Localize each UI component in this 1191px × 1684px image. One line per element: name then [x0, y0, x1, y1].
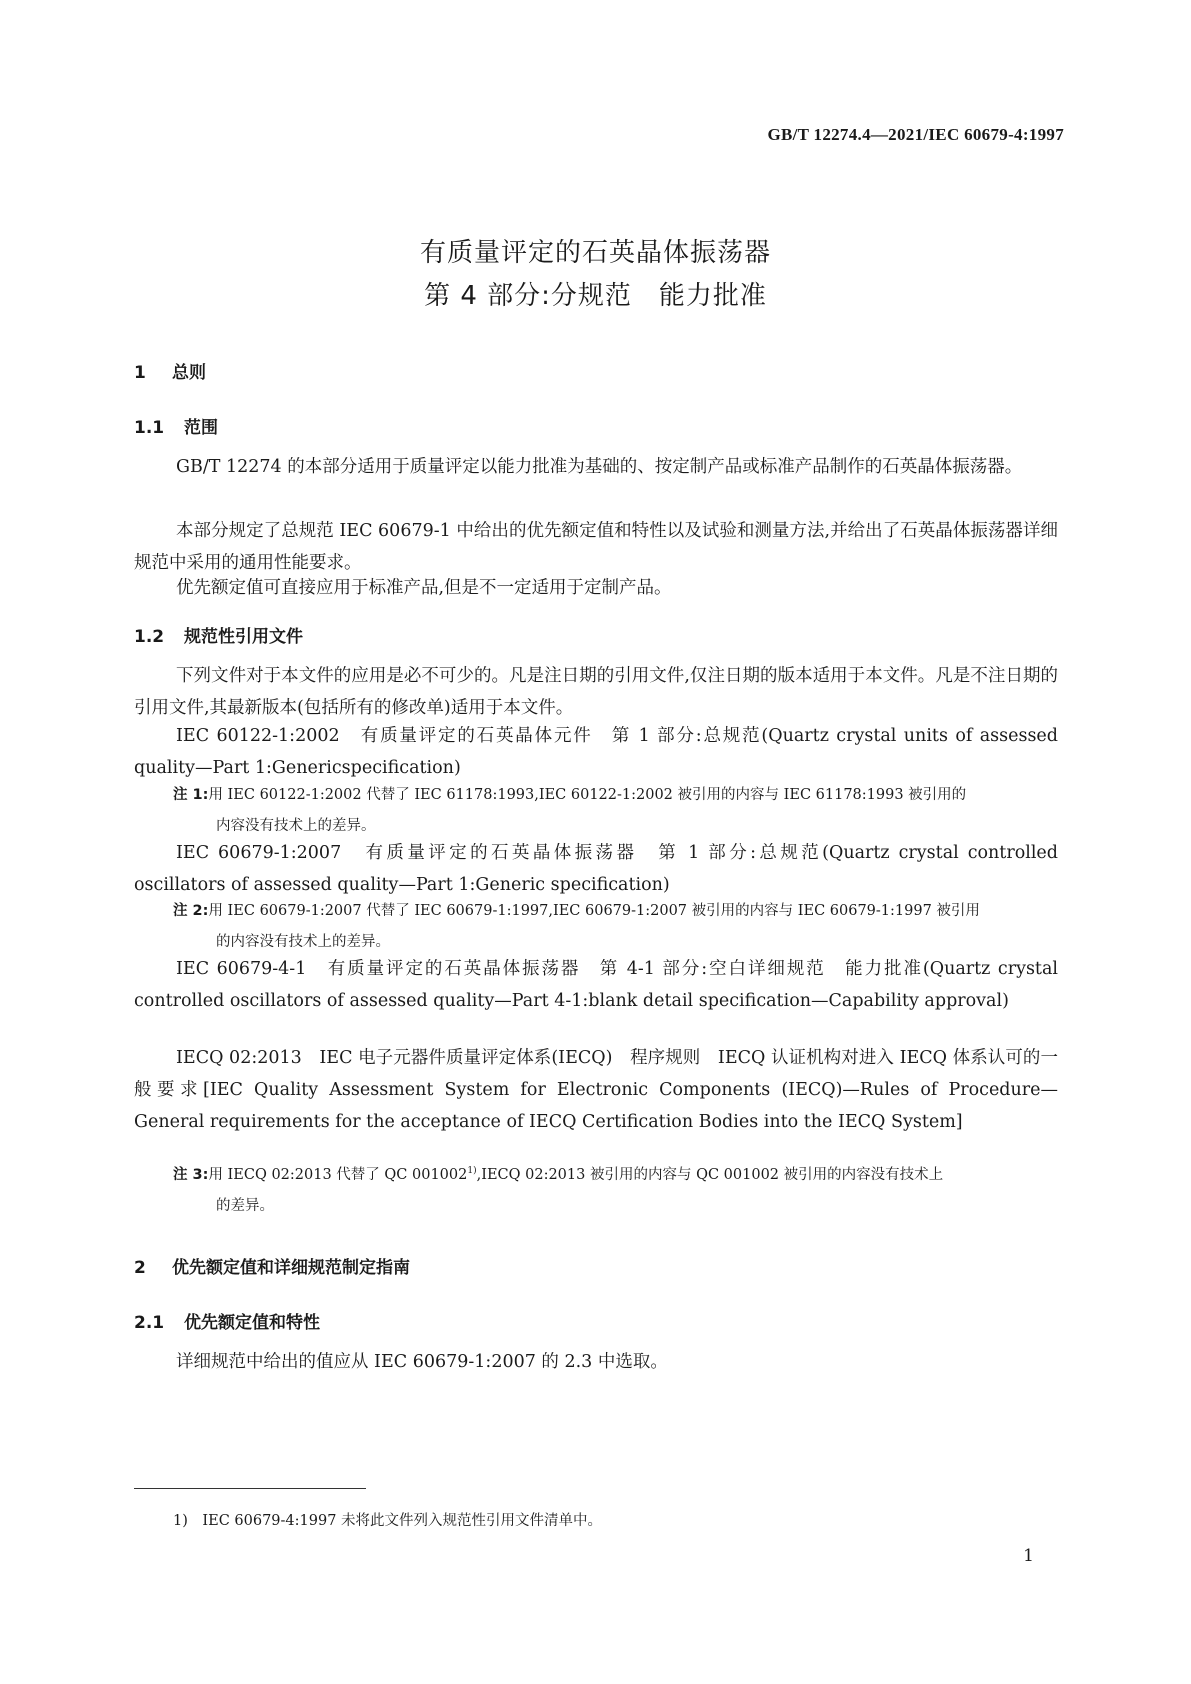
note-text: 用 IECQ 02:2013 代替了 QC 001002 — [208, 1167, 468, 1183]
preferred-paragraph: 详细规范中给出的值应从 IEC 60679-1:2007 的 2.3 中选取。 — [176, 1352, 668, 1372]
section-number: 1 — [134, 363, 146, 383]
section-heading-2-1 — [134, 1308, 320, 1333]
note-text-continued: 的差异。 — [216, 1198, 274, 1214]
reference-iecq-02: IECQ 02:2013 IEC 电子元器件质量评定体系(IECQ) 程序规则 IECQ 认证机构对进入 IECQ 体系认可的一般要求[IEC Quality Assessment System for Electronic Components (IECQ)—Rules of Procedure—General requirements for the acceptance of IECQ Certification Bodies into the IECQ System] — [134, 1048, 1058, 1132]
note-1 — [173, 780, 1058, 842]
note-text: 用 IEC 60679-1:2007 代替了 IEC 60679-1:1997,IEC 60679-1:2007 被引用的内容与 IEC 60679-1:1997 被引用 — [208, 903, 980, 919]
section-number: 2.1 — [134, 1313, 165, 1333]
section-number: 2 — [134, 1258, 146, 1278]
reference-iec-60122-1: IEC 60122-1:2002 有质量评定的石英晶体元件 第 1 部分:总规范(Quartz crystal units of assessed quality—Part 1:Genericspecification) — [134, 726, 1058, 778]
page-number: 1 — [1023, 1546, 1034, 1566]
note-label: 注 1: — [173, 787, 209, 803]
section-heading-1 — [134, 358, 206, 383]
document-title-line2: 第 4 部分:分规范 能力批准 — [424, 281, 767, 311]
scope-paragraph-3: 优先额定值可直接应用于标准产品,但是不一定适用于定制产品。 — [176, 578, 672, 598]
note-label: 注 3: — [173, 1167, 209, 1183]
note-text: 用 IEC 60122-1:2002 代替了 IEC 61178:1993,IEC 60122-1:2002 被引用的内容与 IEC 61178:1993 被引用的 — [208, 787, 967, 803]
references-intro: 下列文件对于本文件的应用是必不可少的。凡是注日期的引用文件,仅注日期的版本适用于本文件。凡是不注日期的引用文件,其最新版本(包括所有的修改单)适用于本文件。 — [134, 666, 1058, 718]
section-number: 1.1 — [134, 418, 165, 438]
footnote-divider — [134, 1488, 366, 1489]
section-heading-1-1 — [134, 413, 218, 438]
footnote: 1) IEC 60679-4:1997 未将此文件列入规范性引用文件清单中。 — [173, 1513, 603, 1529]
document-title-line1: 有质量评定的石英晶体振荡器 — [419, 238, 771, 268]
note-label: 注 2: — [173, 903, 209, 919]
section-number: 1.2 — [134, 627, 165, 647]
scope-paragraph-1: GB/T 12274 的本部分适用于质量评定以能力批准为基础的、按定制产品或标准产品制作的石英晶体振荡器。 — [176, 457, 1023, 477]
section-title: 优先额定值和特性 — [184, 1313, 320, 1333]
section-title: 优先额定值和详细规范制定指南 — [172, 1258, 410, 1278]
note-text-continued: 内容没有技术上的差异。 — [216, 818, 376, 834]
section-title: 规范性引用文件 — [184, 627, 303, 647]
note-text: ,IECQ 02:2013 被引用的内容与 QC 001002 被引用的内容没有技术上 — [476, 1167, 944, 1183]
standard-code: GB/T 12274.4—2021/IEC 60679-4:1997 — [767, 125, 1064, 144]
note-text-continued: 的内容没有技术上的差异。 — [216, 934, 390, 950]
section-heading-1-2 — [134, 622, 303, 647]
section-title: 范围 — [184, 418, 218, 438]
reference-iec-60679-4-1: IEC 60679-4-1 有质量评定的石英晶体振荡器 第 4-1 部分:空白详细规范 能力批准(Quartz crystal controlled oscillators of assessed quality—Part 4-1:blank detail specification—Capability approval) — [134, 959, 1058, 1011]
section-heading-2 — [134, 1253, 410, 1278]
note-2 — [173, 896, 1058, 958]
footnote-marker: 1) — [467, 1166, 477, 1176]
scope-paragraph-2: 本部分规定了总规范 IEC 60679-1 中给出的优先额定值和特性以及试验和测量方法,并给出了石英晶体振荡器详细规范中采用的通用性能要求。 — [134, 521, 1058, 573]
section-title: 总则 — [172, 363, 206, 383]
reference-iec-60679-1: IEC 60679-1:2007 有质量评定的石英晶体振荡器 第 1 部分:总规范(Quartz crystal controlled oscillators of assessed quality—Part 1:Generic specification) — [134, 843, 1058, 895]
note-3 — [173, 1160, 1058, 1222]
